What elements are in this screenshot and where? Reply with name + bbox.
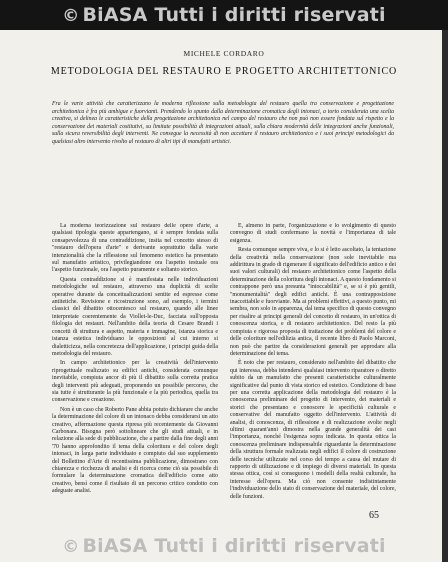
copyright-symbol: ©	[62, 537, 80, 557]
article-title: METODOLOGIA DEL RESTAURO E PROGETTO ARCHITETTONICO	[50, 66, 398, 77]
paragraph: Resta comunque sempre viva, e lo si è letto ascoltato, la tentazione della creatività nella conservazione (non sole inevitabile ma addirittura in grado di rigenerare il significato dell'edificio antico e dei suoi valori culturali) del restauro architettonico come l'aspetto della determinazione della coloritura degli intonaci. A questo fondamento si contrappone però una presunta "intoccabilità" e, se si è più gentili, "monumentalità" degli edifici antichi. È una contrapposizione inaccettabile e fuorviante. Ma ai problemi effettivi, a questo punto, mi sembra, non solo in apparenza, dal tema specifico di questo convegno per risalire ai principi generali del concetto di restauro, in un'ottica di conoscenza storica, e di restauro architettonico. Del resto la più compiuta e rigorosa proposta di trattazione dei problemi del colore e delle coloriture nell'edilizia antica, il recente libro di Paolo Marconi, non può che partire da considerazioni generali per approdare alla determinazione del tema.	[230, 247, 396, 357]
watermark-text: BiASA Tutti i diritti riservati	[82, 4, 386, 26]
watermark-text: BiASA Tutti i diritti riservati	[82, 535, 386, 557]
paragraph: E, almeno in parte, l'organizzazione e lo svolgimento di questo convegno di studi confermano la novità e l'importanza di tale esigenza.	[230, 223, 396, 244]
top-watermark	[0, 4, 448, 26]
copyright-symbol: ©	[62, 6, 80, 26]
paragraph: Questa contraddizione si è manifestata nelle individuazioni metodologiche sul restauro, attraverso una duplicità di scelte operative durante da concettualizzazioni sentite ed espresse come antitetiche. Revisione e ricostruzione sono, ad esempio, i termini classici del dibattito ottocentesco sul restauro, quando alle linee interpretate coerentemente da Viollet-le-Duc, facciata sull'opposta filologia dei restauri. Nell'ambito della teoria di Cesare Brandi i concetti di struttura e aspetto, materia e immagine, istanza storica e istanza estetica individuano le opposizioni al cui interno si dialetticizza, nella concretezza dell'applicazione, i principi guida della metodologia del restauro.	[52, 276, 218, 357]
text-column-left	[52, 223, 218, 523]
paragraph: La moderna teorizzazione sul restauro delle opere d'arte, a qualsiasi tipologia queste appartengano, si è sempre fondata sulla consapevolezza di una contraddizione, insita nel concetto stesso di "restauro dell'opera d'arte" e derivante soprattutto dalla varie intenzionalità che la riflessione sul fenomeno estetico ha presentato sul manufatto artistico, privilegiandone ora l'aspetto testuale ora l'aspetto funzionale, ora l'aspetto puramente e soltanto storico.	[52, 223, 218, 274]
paragraph: Non è un caso che Roberto Pane abbia potuto dichiarare che anche la determinazione del colore di un intonaco debba considerarsi un atto creativo, affermazione questa ripresa più recentemente da Giovanni Carbonara. Bisogna però sottolineare che gli studi attuali, e in relazione alla sede di pubblicazione, che a partire dalla fine degli anni '70 hanno approfondito il tema della coloritura e del colore degli intonaci, in larga parte individuato e compiuto dal suo supplemento del Bollettino d'Arte di recentissima pubblicazione, dimostrano con chiarezza e ricchezza di analisi e di ricerca come ciò sia possibile di formulare la determinazione cromatica dell'edificio come atto creativo, bensì come il risultato di un percorso critico condotto con adeguate analisi.	[52, 406, 218, 495]
paragraph: È noto che per restauro, considerato nell'ambito del dibattito che qui interessa, debba intendersi qualsiasi intervento riparatore o diretto subito da un manufatto che presenti caratteristiche culturalmente significative dal punto di vista storico ed estetico. Condizione di base per una corretta applicazione della metodologia del restauro è la conoscenza preliminare del progetto di intervento, dei materiali e storici che presentano e conoscere le specificità culturale e conservative del manufatto oggetto dell'intervento. L'attività di analisi, di conoscenza, di riflessione e di realizzazione svolte negli ultimi quarant'anni dimostra nella grande generalità dei casi l'importanza, nonché l'esigenza sopra indicata. In questa ottica la conoscenza preliminare indispensabile riguardante la determinazione della struttura formale realizzata negli edifici il colore di costruzione delle tecniche utilizzate nel corso del tempo a causa del mutare di rapporto di utilizzazione e di impiego di diversi materiali. In questa stessa ottica, così si conseguono i modelli della realtà culturale, ha interesse dell'opera. Ma ciò non consente indistintamente l'individuazione dello stato di conservazione del materiale, del colore, delle funzioni.	[230, 360, 396, 500]
bottom-watermark	[0, 535, 448, 557]
text-column-right	[230, 223, 396, 523]
article-abstract: Fra le varie attività che caratterizzano la moderna riflessione sulla metodologia del restauro quella tra conservazione e progettazione architettonica è fra più ambigue e fuorvianti. Prendendo lo spunto dalla determinazione cromatica degli intonaci, a torto considerata una scelta creativa, si delinea le caratteristiche della progettazione architettonica nel campo del restauro che non può non essere fondata sul rispetto e la conservazione dei materiali costitutivi, su limitate possibilità di integrazioni attuali, sulla chiara modernità delle integrazioni anche funzionali, sulla sicura reversibilità degli interventi. Ne consegue la necessità di non accettare il restauro architettonico e i suoi principi metodologici da qualsiasi altro intervento rivolto al restauro di altri tipi di manufatti artistici.	[52, 101, 394, 145]
paragraph: In campo architettonico per la creatività dell'intervento riprogettuale realizzato su edifici antichi, considerata comunque inevitabile, compiuta ancor di più il dibattito sulla corretta pratica degli interventi più adeguati, proponendo un possibile percorso, che sia tutte è strutturante la più funzionale e la più periodica, quella tra conservazione e creazione.	[52, 360, 218, 404]
article-author: MICHELE CORDARO	[183, 49, 265, 58]
page-number: 65	[369, 510, 379, 521]
page-edge-shadow	[442, 30, 448, 562]
